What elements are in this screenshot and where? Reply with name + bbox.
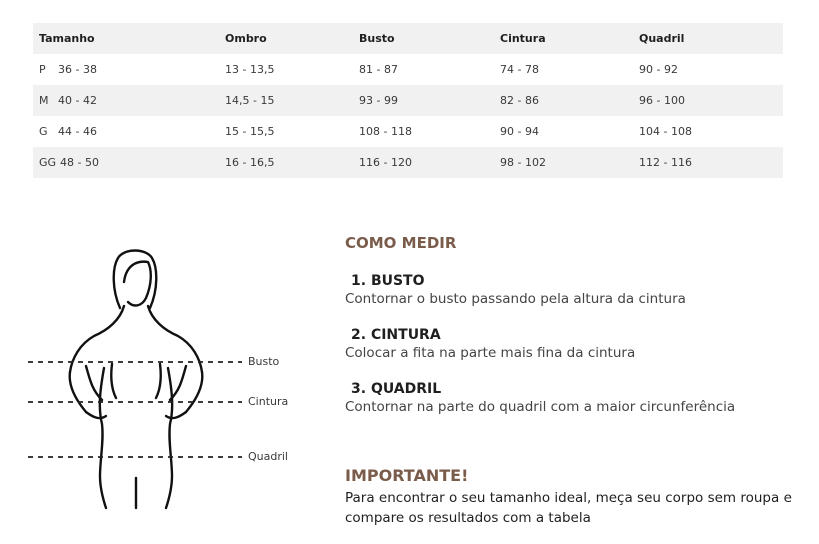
cintura-label: Cintura bbox=[248, 395, 289, 408]
step-quadril bbox=[345, 380, 805, 416]
header-ombro: Ombro bbox=[225, 32, 267, 45]
size-table bbox=[33, 23, 783, 178]
size-letter: G bbox=[39, 125, 48, 138]
step-title bbox=[345, 326, 805, 344]
important-title: IMPORTANTE! bbox=[345, 466, 469, 485]
quadril-cell: 90 - 92 bbox=[639, 63, 678, 76]
step-cintura bbox=[345, 326, 805, 362]
size-range: 48 - 50 bbox=[60, 156, 99, 169]
cintura-cell: 74 - 78 bbox=[500, 63, 539, 76]
header-tamanho: Tamanho bbox=[39, 32, 95, 45]
table-row bbox=[33, 116, 783, 147]
busto-label: Busto bbox=[248, 355, 280, 368]
step-name: BUSTO bbox=[370, 273, 425, 289]
step-description: Contornar na parte do quadril com a maior circunferência bbox=[345, 399, 736, 415]
how-to-measure bbox=[345, 234, 805, 434]
size-range: 40 - 42 bbox=[58, 94, 97, 107]
table-row bbox=[33, 147, 783, 178]
step-description: Contornar o busto passando pela altura da cintura bbox=[345, 291, 686, 307]
quadril-cell: 112 - 116 bbox=[639, 156, 692, 169]
table-row bbox=[33, 54, 783, 85]
step-number: 2. bbox=[351, 327, 367, 343]
ombro-cell: 14,5 - 15 bbox=[225, 94, 275, 107]
step-number: 1. bbox=[351, 273, 367, 289]
quadril-label: Quadril bbox=[248, 450, 288, 463]
size-letter: P bbox=[39, 63, 46, 76]
table-row bbox=[33, 85, 783, 116]
size-cell bbox=[33, 85, 219, 116]
size-range: 44 - 46 bbox=[58, 125, 97, 138]
busto-cell: 108 - 118 bbox=[359, 125, 412, 138]
quadril-cell: 104 - 108 bbox=[639, 125, 692, 138]
header-cintura: Cintura bbox=[500, 32, 546, 45]
important-text: Para encontrar o seu tamanho ideal, meça seu corpo sem roupa e compare os resultados com a tabela bbox=[345, 490, 792, 526]
busto-cell: 116 - 120 bbox=[359, 156, 412, 169]
ombro-cell: 15 - 15,5 bbox=[225, 125, 275, 138]
cintura-cell: 82 - 86 bbox=[500, 94, 539, 107]
size-range: 36 - 38 bbox=[58, 63, 97, 76]
table-header-row bbox=[33, 23, 783, 54]
step-name: QUADRIL bbox=[370, 381, 442, 397]
step-busto bbox=[345, 272, 805, 308]
busto-cell: 93 - 99 bbox=[359, 94, 398, 107]
cintura-cell: 90 - 94 bbox=[500, 125, 539, 138]
size-cell bbox=[33, 54, 219, 85]
busto-cell: 81 - 87 bbox=[359, 63, 398, 76]
size-cell bbox=[33, 116, 219, 147]
step-name: CINTURA bbox=[370, 327, 441, 343]
size-letter: GG bbox=[39, 156, 57, 169]
step-title bbox=[345, 272, 805, 290]
size-letter: M bbox=[39, 94, 49, 107]
step-description: Colocar a fita na parte mais fina da cintura bbox=[345, 345, 636, 361]
ombro-cell: 13 - 13,5 bbox=[225, 63, 275, 76]
step-number: 3. bbox=[351, 381, 367, 397]
cintura-cell: 98 - 102 bbox=[500, 156, 546, 169]
measure-title: COMO MEDIR bbox=[345, 234, 457, 252]
body-figure bbox=[20, 240, 310, 515]
important-note bbox=[345, 466, 815, 528]
step-title bbox=[345, 380, 805, 398]
ombro-cell: 16 - 16,5 bbox=[225, 156, 275, 169]
header-busto: Busto bbox=[359, 32, 395, 45]
size-cell bbox=[33, 147, 219, 178]
quadril-cell: 96 - 100 bbox=[639, 94, 685, 107]
header-quadril: Quadril bbox=[639, 32, 685, 45]
body-silhouette-icon bbox=[20, 240, 310, 515]
